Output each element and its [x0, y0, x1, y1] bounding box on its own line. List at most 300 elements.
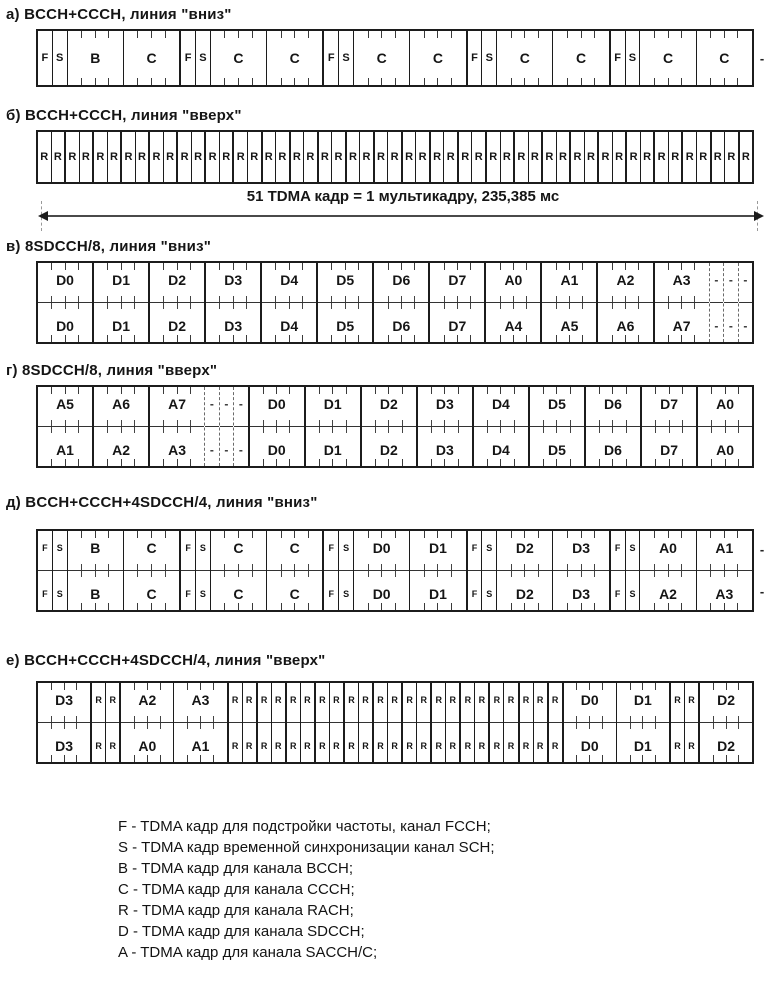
frame-label: R — [688, 694, 695, 705]
frame-label: R — [348, 151, 357, 163]
frame-label: R — [449, 740, 457, 751]
frame-label: D4 — [262, 309, 316, 342]
frame-label: R — [377, 151, 385, 163]
frame-label: D1 — [94, 263, 148, 296]
frame-label: R — [304, 740, 311, 751]
frame-label: R — [68, 151, 77, 163]
strip-end-spacer — [754, 261, 768, 344]
frame-label: R — [81, 151, 90, 163]
frame-label: R — [231, 694, 239, 705]
frame-cell — [303, 132, 317, 182]
frame-cell — [556, 132, 570, 182]
frame-label: - — [728, 318, 733, 333]
frame-label: R — [489, 151, 498, 163]
frame-label: S — [56, 588, 63, 599]
legend-item: F - TDMA кадр для подстройки частоты, канал FCCH; — [118, 818, 491, 835]
frame-label: S — [199, 52, 207, 64]
frame-label: D2 — [150, 263, 204, 296]
frame-label: A2 — [94, 433, 148, 466]
frame-label: - — [743, 272, 748, 287]
frame-label: R — [688, 740, 695, 751]
frame-cell — [401, 683, 416, 762]
frame-cell — [738, 132, 753, 182]
frame-cell — [724, 132, 738, 182]
frame-label: R — [304, 694, 311, 705]
frame-cell — [79, 132, 93, 182]
frame-label: C — [146, 50, 157, 66]
frame-label: R — [713, 151, 722, 163]
frame-label: F — [614, 52, 622, 64]
frame-label: R — [449, 694, 457, 705]
frame-label: - — [209, 396, 214, 411]
frame-cell — [612, 132, 626, 182]
frame-label: - — [224, 396, 229, 411]
frame-label: B — [90, 50, 101, 66]
frame-label: F — [471, 588, 478, 599]
frame-label: R — [418, 151, 427, 163]
frame-cell — [204, 263, 260, 342]
frame-cell — [322, 31, 338, 85]
frame-label: D3 — [38, 729, 90, 762]
frame-label: D6 — [374, 309, 428, 342]
frame-cell — [584, 387, 640, 466]
frame-cell — [429, 132, 444, 182]
frame-label: D3 — [38, 683, 90, 716]
frame-label: D3 — [418, 433, 472, 466]
frame-label: C — [267, 531, 322, 564]
frame-cell — [67, 31, 123, 85]
frame-label: D0 — [354, 531, 409, 564]
frame-cell — [709, 263, 724, 342]
frame-strip — [36, 29, 754, 87]
frame-cell — [90, 683, 105, 762]
section-v — [0, 238, 768, 344]
frame-cell — [148, 387, 204, 466]
legend-item: A - TDMA кадр для канала SACCH/C; — [118, 944, 378, 961]
frame-cell — [233, 387, 248, 466]
strip-end-spacer — [754, 681, 768, 764]
frame-strip — [36, 261, 754, 344]
frame-label: A0 — [698, 433, 752, 466]
frame-cell — [314, 683, 329, 762]
frame-label: A0 — [698, 387, 752, 420]
idle-frame-marker — [754, 29, 768, 87]
multiframe-measure — [36, 184, 768, 230]
frame-label: R — [348, 740, 355, 751]
frame-cell — [338, 531, 353, 610]
frame-cell — [260, 263, 316, 342]
frame-label: F — [614, 588, 621, 599]
frame-label: F — [42, 588, 48, 599]
frame-label: S — [199, 542, 206, 553]
frame-label: R — [264, 151, 273, 163]
frame-label: A2 — [598, 263, 652, 296]
frame-strip-row — [36, 130, 768, 184]
frame-label: R — [699, 151, 708, 163]
frame-label: - — [714, 318, 719, 333]
frame-cell — [372, 263, 428, 342]
frame-label: S — [199, 588, 206, 599]
frame-label: D1 — [410, 531, 465, 564]
frame-label: S — [486, 588, 493, 599]
frame-label: D7 — [642, 387, 696, 420]
frame-label: R — [674, 694, 681, 705]
frame-cell — [148, 263, 204, 342]
frame-label: S — [486, 542, 493, 553]
frame-cell — [38, 683, 90, 762]
frame-cell — [316, 263, 372, 342]
frame-label: D0 — [354, 577, 409, 610]
frame-cell — [503, 683, 517, 762]
frame-cell — [552, 531, 608, 610]
frame-label: R — [290, 740, 297, 751]
frame-label: - — [759, 583, 765, 599]
frame-label: R — [435, 740, 442, 751]
frame-label: R — [551, 694, 559, 705]
frame-label: D7 — [642, 433, 696, 466]
frame-cell — [488, 683, 503, 762]
frame-label: R — [420, 694, 427, 705]
frame-cell — [481, 31, 496, 85]
multiframe-duration-label: 51 TDMA кадр = 1 мультикадру, 235,385 мс — [246, 188, 560, 205]
frame-cell — [107, 132, 121, 182]
frame-label: D0 — [564, 683, 616, 716]
frame-label: D1 — [617, 683, 669, 716]
frame-strip — [36, 529, 754, 612]
frame-label: A5 — [38, 387, 92, 420]
frame-cell — [67, 531, 123, 610]
frame-cell — [569, 132, 584, 182]
frame-strip-row — [36, 29, 768, 87]
frame-label: R — [180, 151, 189, 163]
frame-label: F — [471, 52, 478, 64]
frame-cell — [584, 132, 598, 182]
frame-label: C — [211, 531, 266, 564]
frame-label: R — [260, 694, 268, 705]
frame-label: A0 — [486, 263, 540, 296]
frame-cell — [148, 132, 163, 182]
section-b — [0, 107, 768, 230]
frame-label: A6 — [598, 309, 652, 342]
frame-cell — [219, 387, 234, 466]
frame-cell — [247, 132, 261, 182]
frame-cell — [120, 132, 135, 182]
legend — [118, 816, 768, 963]
frame-label: S — [629, 542, 636, 553]
frame-cell — [485, 132, 500, 182]
frame-label: S — [343, 542, 350, 553]
frame-label: C — [233, 50, 244, 66]
frame-cell — [195, 31, 210, 85]
frame-label: A1 — [697, 531, 752, 564]
frame-cell — [481, 531, 496, 610]
frame-label: C — [267, 577, 322, 610]
frame-label: - — [209, 442, 214, 457]
frame-label: D6 — [586, 387, 640, 420]
frame-label: C — [376, 50, 387, 66]
frame-label: R — [420, 740, 427, 751]
frame-cell — [322, 531, 338, 610]
frame-label: A5 — [542, 309, 596, 342]
frame-cell — [359, 132, 373, 182]
frame-label: S — [629, 588, 636, 599]
frame-label: D1 — [410, 577, 465, 610]
frame-cell — [271, 683, 285, 762]
frame-label: D4 — [474, 433, 528, 466]
frame-cell — [38, 31, 52, 85]
frame-cell — [416, 387, 472, 466]
frame-label: R — [245, 740, 253, 751]
frame-label: R — [573, 151, 582, 163]
frame-label: D0 — [38, 309, 92, 342]
arrow-left-icon — [38, 211, 48, 221]
frame-label: D1 — [306, 387, 360, 420]
frame-label: D3 — [553, 577, 608, 610]
frame-cell — [338, 31, 353, 85]
frame-label: R — [502, 151, 511, 163]
section-label: д) BCCH+CCCH+4SDCCH/4, линия "вниз" — [6, 494, 318, 511]
frame-label: F — [184, 52, 192, 64]
frame-label: A6 — [94, 387, 148, 420]
frame-cell — [696, 531, 752, 610]
frame-cell — [353, 531, 409, 610]
frame-cell — [51, 132, 65, 182]
frame-label: D5 — [530, 433, 584, 466]
frame-cell — [639, 31, 695, 85]
frame-cell — [64, 132, 79, 182]
frame-cell — [696, 387, 752, 466]
frame-label: R — [333, 694, 340, 705]
frame-cell — [562, 683, 616, 762]
frame-label: R — [245, 694, 253, 705]
frame-cell — [597, 132, 612, 182]
frame-cell — [373, 132, 388, 182]
frame-label: D7 — [430, 263, 484, 296]
frame-label: D3 — [206, 263, 260, 296]
frame-label: D3 — [553, 531, 608, 564]
frame-label: R — [545, 151, 554, 163]
frame-cell — [625, 531, 640, 610]
frame-label: R — [478, 694, 486, 705]
frame-label: R — [53, 151, 62, 163]
multiframe-span-arrow — [36, 209, 768, 223]
frame-label: R — [377, 694, 384, 705]
frame-label: R — [629, 151, 638, 163]
section-g — [0, 362, 768, 468]
section-e — [0, 652, 768, 764]
frame-cell — [459, 683, 474, 762]
frame-label: R — [306, 151, 315, 163]
frame-cell — [256, 683, 271, 762]
frame-label: D0 — [38, 263, 92, 296]
frame-label: - — [743, 318, 748, 333]
frame-label: R — [40, 151, 49, 163]
frame-label: B — [68, 577, 123, 610]
frame-label: R — [587, 151, 595, 163]
frame-cell — [195, 531, 210, 610]
frame-cell — [105, 683, 119, 762]
frame-label: A1 — [542, 263, 596, 296]
frame-label: R — [558, 151, 567, 163]
frame-cell — [513, 132, 528, 182]
frame-cell — [289, 132, 304, 182]
frame-cell — [445, 683, 459, 762]
frame-cell — [609, 31, 625, 85]
section-label: г) 8SDCCH/8, линия "вверх" — [6, 362, 218, 379]
frame-label: A0 — [640, 531, 695, 564]
frame-cell — [540, 263, 596, 342]
frame-cell — [466, 31, 482, 85]
frame-label: R — [333, 740, 340, 751]
frame-label: C — [124, 531, 179, 564]
frame-label: R — [433, 151, 442, 163]
frame-cell — [616, 683, 669, 762]
frame-label: F — [42, 542, 48, 553]
frame-label: R — [551, 740, 559, 751]
frame-cell — [496, 531, 552, 610]
frame-cell — [275, 132, 289, 182]
frame-label: R — [236, 151, 245, 163]
frame-cell — [547, 683, 562, 762]
frame-label: F — [41, 52, 49, 64]
frame-cell — [668, 132, 682, 182]
frame-cell — [331, 132, 345, 182]
frame-strip — [36, 681, 754, 764]
frame-label: - — [714, 272, 719, 287]
frame-label: R — [493, 740, 501, 751]
frame-label: R — [274, 740, 282, 751]
frame-label: A3 — [697, 577, 752, 610]
frame-label: D4 — [474, 387, 528, 420]
frame-label: R — [348, 694, 355, 705]
frame-label: A2 — [640, 577, 695, 610]
frame-cell — [163, 132, 177, 182]
frame-label: - — [224, 442, 229, 457]
frame-cell — [360, 387, 416, 466]
frame-label: R — [278, 151, 287, 163]
frame-cell — [52, 531, 67, 610]
frame-strip-row — [36, 681, 768, 764]
frame-cell — [343, 683, 358, 762]
frame-cell — [609, 531, 625, 610]
frame-label: A2 — [121, 683, 173, 716]
frame-label: S — [56, 542, 63, 553]
frame-cell — [38, 263, 92, 342]
frame-label: - — [759, 542, 765, 558]
frame-label: R — [390, 151, 399, 163]
frame-label: R — [643, 151, 652, 163]
frame-label: D4 — [262, 263, 316, 296]
frame-label: R — [319, 740, 326, 751]
frame-label: D2 — [497, 577, 552, 610]
section-label: е) BCCH+CCCH+4SDCCH/4, линия "вверх" — [6, 652, 326, 669]
idle-frame-marker — [754, 529, 768, 612]
frame-label: D1 — [306, 433, 360, 466]
legend-item: R - TDMA кадр для канала RACH; — [118, 902, 354, 919]
frame-cell — [696, 31, 752, 85]
frame-label: C — [662, 50, 674, 66]
frame-label: D2 — [150, 309, 204, 342]
frame-cell — [119, 683, 173, 762]
frame-label: R — [493, 694, 501, 705]
frame-cell — [541, 132, 556, 182]
frame-cell — [38, 387, 92, 466]
frame-cell — [681, 132, 696, 182]
frame-label: R — [464, 694, 472, 705]
frame-cell — [639, 531, 695, 610]
frame-strip — [36, 130, 754, 184]
frame-cell — [723, 263, 738, 342]
frame-cell — [210, 31, 266, 85]
frame-label: C — [519, 50, 530, 66]
legend-item: D - TDMA кадр для канала SDCCH; — [118, 923, 365, 940]
frame-cell — [242, 683, 256, 762]
legend-item: C - TDMA кадр для канала CCCH; — [118, 881, 355, 898]
frame-label: R — [474, 151, 483, 163]
frame-label: D5 — [530, 387, 584, 420]
frame-cell — [210, 531, 266, 610]
frame-cell — [317, 132, 332, 182]
strip-end-spacer — [754, 130, 768, 184]
frame-cell — [204, 387, 219, 466]
frame-label: D2 — [700, 729, 752, 762]
frame-cell — [409, 31, 465, 85]
section-label: в) 8SDCCH/8, линия "вниз" — [6, 238, 212, 255]
frame-cell — [345, 132, 360, 182]
frame-label: F — [185, 588, 191, 599]
frame-label: - — [238, 396, 243, 411]
frame-label: R — [685, 151, 694, 163]
frame-cell — [123, 531, 179, 610]
frame-label: D5 — [318, 263, 372, 296]
frame-label: C — [289, 50, 300, 66]
arrow-line — [45, 215, 757, 217]
frame-label: R — [320, 151, 329, 163]
frame-label: D2 — [362, 387, 416, 420]
frame-cell — [52, 31, 67, 85]
frame-label: R — [530, 151, 539, 163]
frame-cell — [640, 132, 654, 182]
frame-label: R — [250, 151, 259, 163]
frame-label: R — [274, 694, 282, 705]
frame-label: F — [471, 542, 478, 553]
frame-cell — [387, 683, 401, 762]
frame-label: D0 — [564, 729, 616, 762]
frame-cell — [625, 31, 640, 85]
frame-cell — [457, 132, 472, 182]
frame-label: F — [328, 542, 335, 553]
frame-label: - — [238, 442, 243, 457]
frame-label: R — [95, 694, 102, 705]
frame-cell — [179, 31, 195, 85]
frame-cell — [176, 132, 191, 182]
arrow-right-icon — [754, 211, 764, 221]
frame-label: D2 — [497, 531, 552, 564]
frame-label: R — [671, 151, 680, 163]
frame-label: R — [478, 740, 486, 751]
frame-label: S — [56, 52, 64, 64]
frame-label: C — [576, 50, 587, 66]
section-label: б) BCCH+CCCH, линия "вверх" — [6, 107, 242, 124]
frame-cell — [329, 683, 343, 762]
frame-label: R — [464, 740, 472, 751]
frame-label: R — [517, 151, 526, 163]
frame-label: D1 — [617, 729, 669, 762]
frame-cell — [353, 31, 409, 85]
frame-label: R — [406, 694, 413, 705]
frame-label: D0 — [250, 387, 304, 420]
frame-cell — [261, 132, 276, 182]
